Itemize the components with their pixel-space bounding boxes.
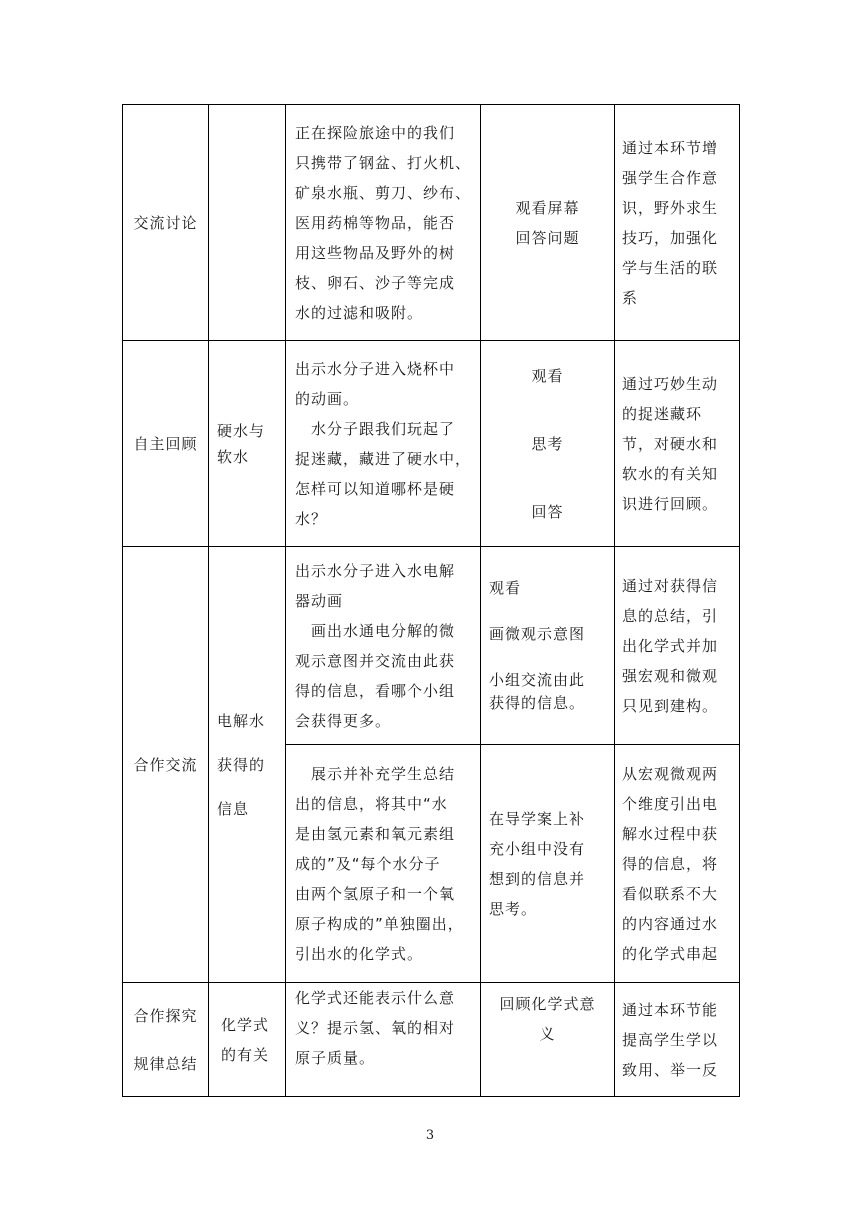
teacher-activity-cell: 出示水分子进入水电解 器动画 画出水通电分解的微 观示意图并交流由此获 得的信息，看哪个小组 会获得更多。 — [286, 547, 481, 745]
teacher-activity-cell: 展示并补充学生总结 出的信息，将其中“水 是由氢元素和氧元素组 成的”及“每个水分子 由两个氢原子和一个氧 原子构成的”单独圈出， 引出水的化学式。 — [286, 745, 481, 983]
teacher-activity-cell: 正在探险旅途中的我们 只携带了钢盆、打火机、 矿泉水瓶、剪刀、纱布、 医用药棉等物品，能否 用这些物品及野外的树 枝、卵石、沙子等完成 水的过滤和吸附。 — [286, 105, 481, 341]
stage-cell: 交流讨论 — [123, 105, 209, 341]
design-intent-cell: 通过本环节能 提高学生学以 致用、举一反 — [615, 983, 740, 1097]
table-row — [123, 983, 740, 1097]
stage-cell: 自主回顾 — [123, 341, 209, 547]
table-row — [123, 547, 740, 745]
teacher-activity-cell: 出示水分子进入烧杯中 的动画。 水分子跟我们玩起了 捉迷藏，藏进了硬水中， 怎样可以知道哪杯是硬 水？ — [286, 341, 481, 547]
content-cell: 电解水 获得的 信息 — [209, 547, 286, 983]
student-activity-cell: 观看 思考 回答 — [481, 341, 615, 547]
design-intent-cell: 通过巧妙生动 的捉迷藏环 节，对硬水和 软水的有关知 识进行回顾。 — [615, 341, 740, 547]
design-intent-cell: 通过对获得信 息的总结，引 出化学式并加 强宏观和微观 只见到建构。 — [615, 547, 740, 745]
table-row — [123, 341, 740, 547]
design-intent-cell: 通过本环节增 强学生合作意 识，野外求生 技巧，加强化 学与生活的联 系 — [615, 105, 740, 341]
content-cell — [209, 105, 286, 341]
lesson-plan-table — [122, 104, 740, 1097]
student-activity-cell: 回顾化学式意 义 — [481, 983, 615, 1097]
stage-cell: 合作交流 — [123, 547, 209, 983]
content-cell: 化学式 的有关 — [209, 983, 286, 1097]
student-activity-cell: 观看 画微观示意图 小组交流由此 获得的信息。 — [481, 547, 615, 745]
table-row — [123, 105, 740, 341]
design-intent-cell: 从宏观微观两 个维度引出电 解水过程中获 得的信息，将 看似联系不大 的内容通过水 的化学式串起 — [615, 745, 740, 983]
stage-cell: 合作探究 规律总结 — [123, 983, 209, 1097]
teacher-activity-cell: 化学式还能表示什么意 义？提示氢、氧的相对 原子质量。 — [286, 983, 481, 1097]
page-number: 3 — [425, 1128, 435, 1143]
content-cell: 硬水与 软水 — [209, 341, 286, 547]
student-activity-cell: 在导学案上补 充小组中没有 想到的信息并 思考。 — [481, 745, 615, 983]
student-activity-cell: 观看屏幕 回答问题 — [481, 105, 615, 341]
